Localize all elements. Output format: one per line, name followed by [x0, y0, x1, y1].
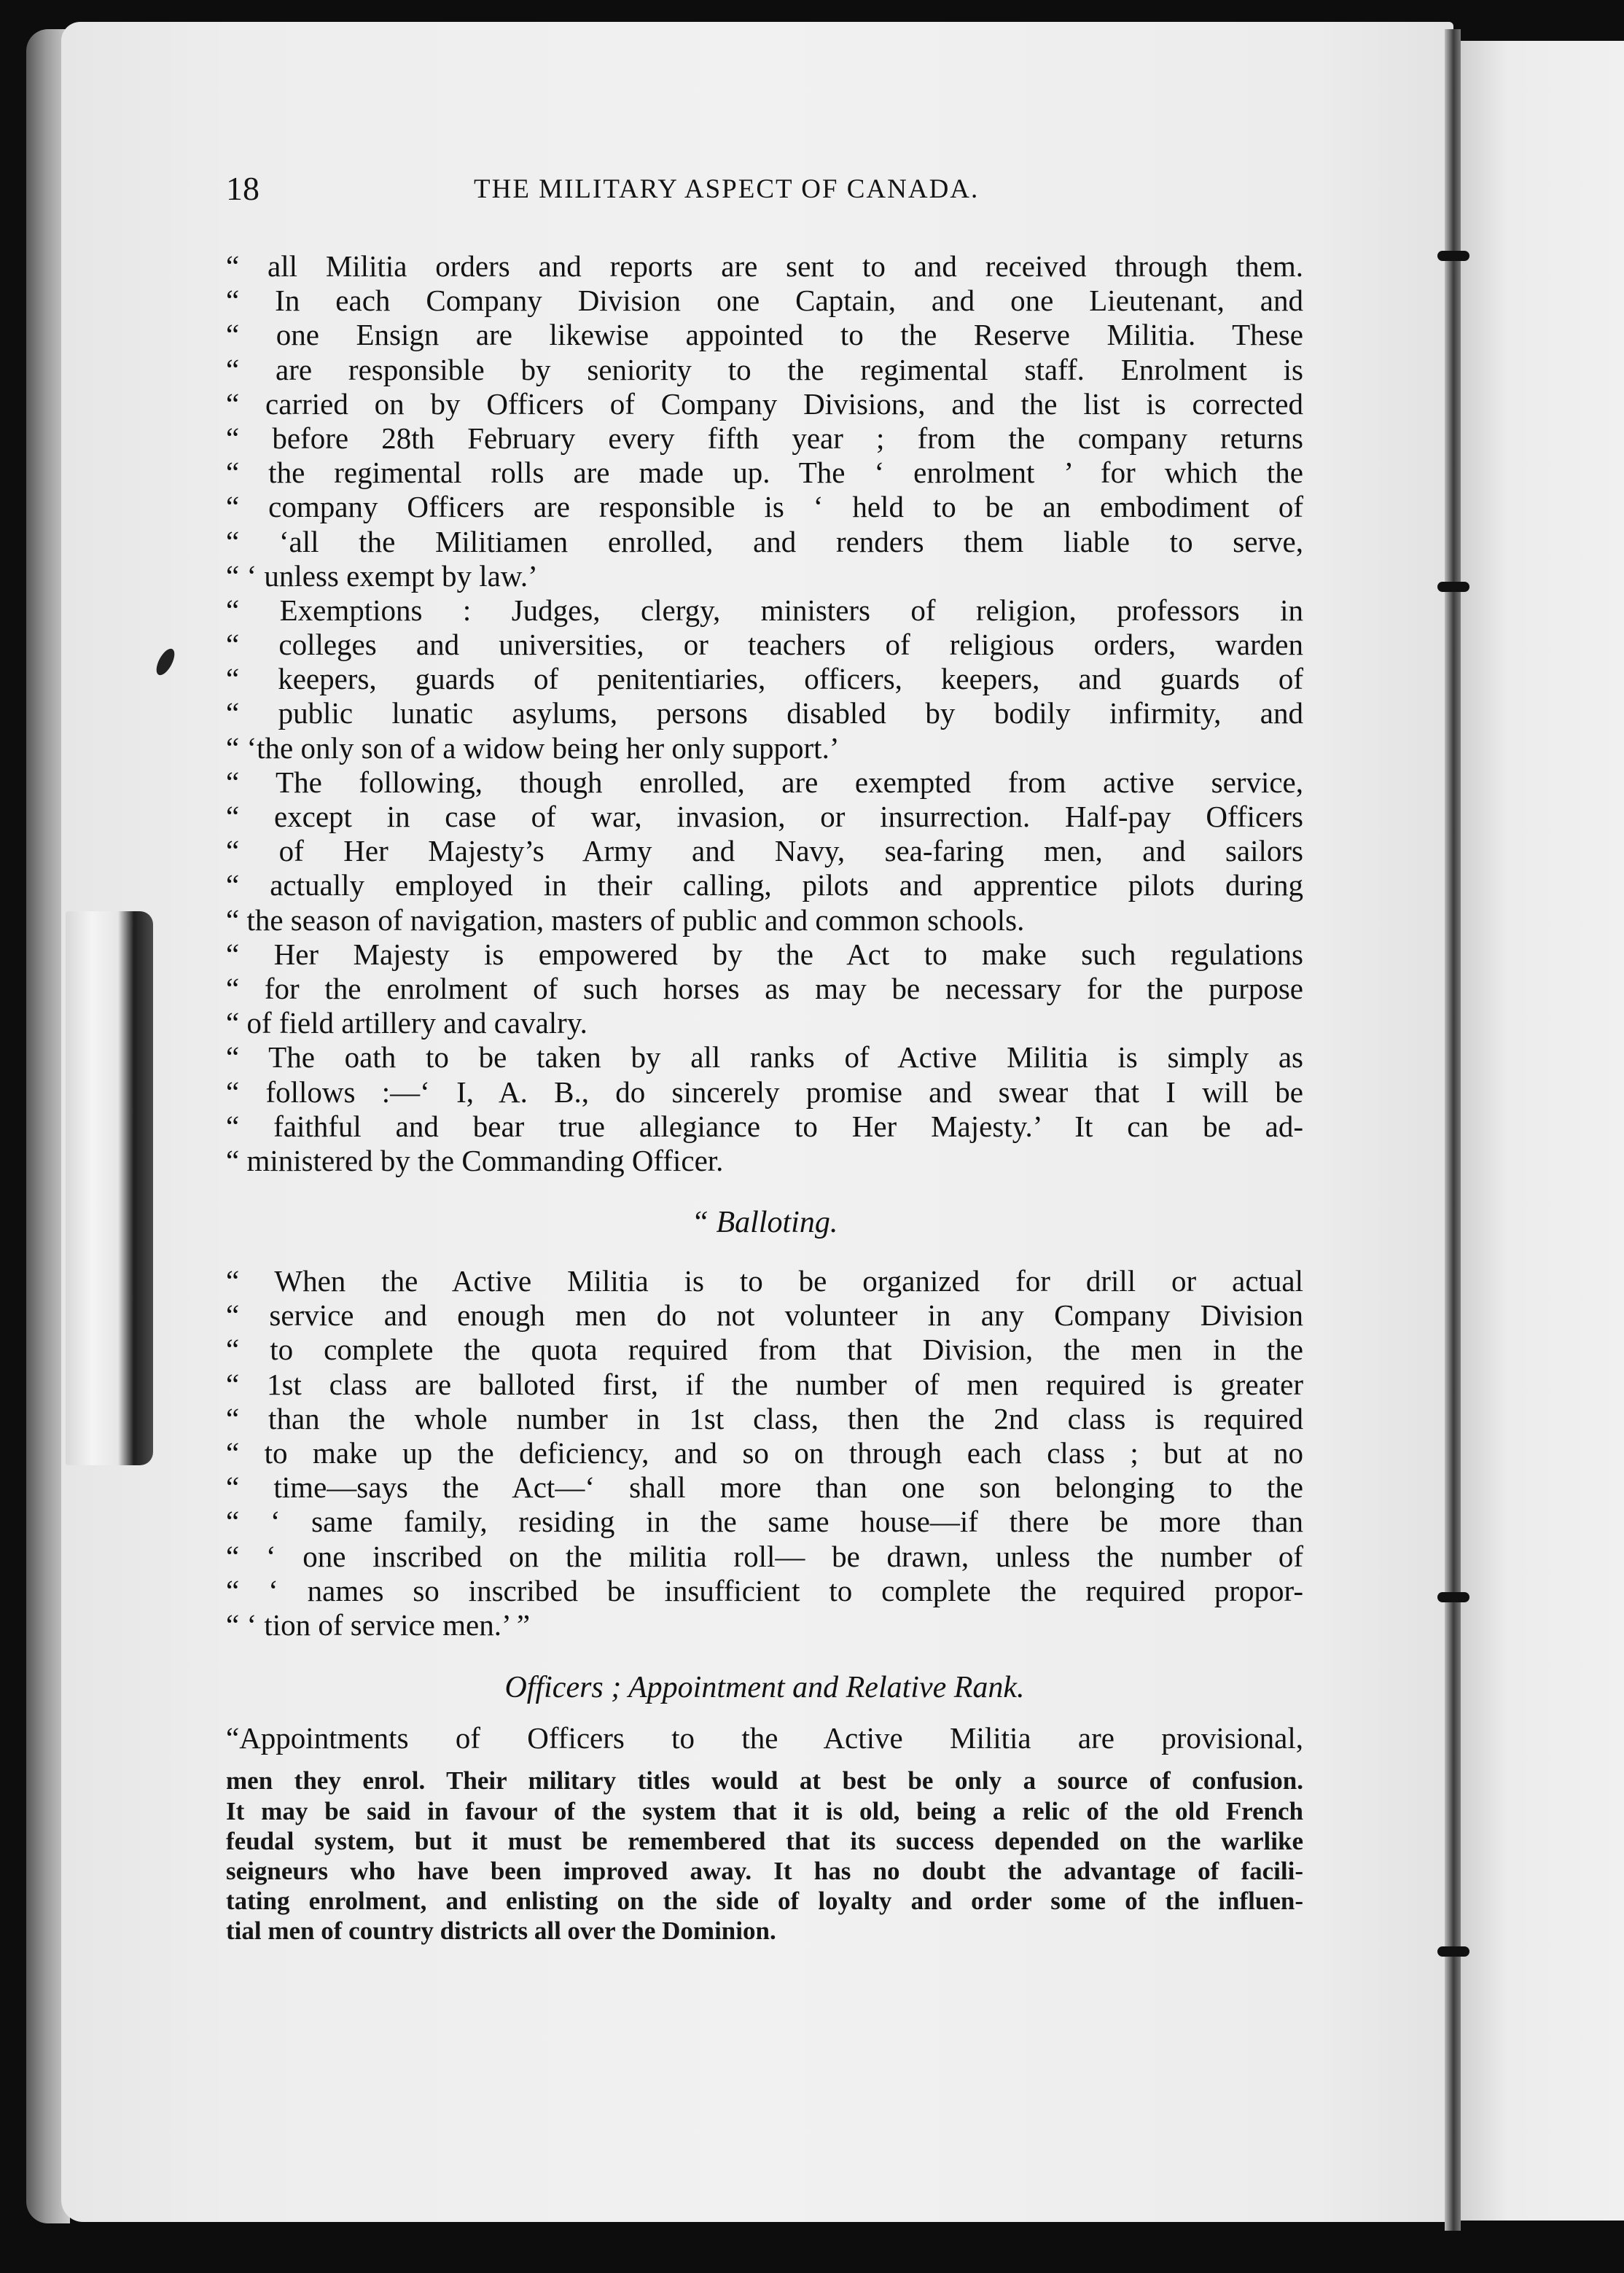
text-line: “ to complete the quota required from that Division, the men in the — [226, 1333, 1303, 1367]
text-line: “ company Officers are responsible is ‘ held to be an embodiment of — [226, 490, 1303, 524]
section-heading-balloting: “ Balloting. — [691, 1206, 838, 1240]
text-line: “ public lunatic asylums, persons disabled by bodily infirmity, and — [226, 696, 1303, 730]
text-line: “ actually employed in their calling, pilots and apprentice pilots during — [226, 868, 1303, 902]
text-line: “ keepers, guards of penitentiaries, officers, keepers, and guards of — [226, 662, 1303, 696]
text-line: “ When the Active Militia is to be organized for drill or actual — [226, 1264, 1303, 1298]
text-line: “ time—says the Act—‘ shall more than one son belonging to the — [226, 1470, 1303, 1505]
text-line: “ follows :—‘ I, A. B., do sincerely promise and swear that I will be — [226, 1075, 1303, 1109]
footnote-line: tating enrolment, and enlisting on the side of loyalty and order some of the influen- — [226, 1887, 1303, 1916]
spacer — [226, 1705, 1303, 1721]
text-line: “ ministered by the Commanding Officer. — [226, 1143, 724, 1177]
spacer — [226, 1178, 1303, 1205]
binding-stitch — [1437, 251, 1469, 261]
text-line: “ ‘the only son of a widow being her only support.’ — [226, 730, 840, 765]
text-line: “ of Her Majesty’s Army and Navy, sea-faring men, and sailors — [226, 834, 1303, 868]
text-line: “ of field artillery and cavalry. — [226, 1006, 587, 1040]
paragraph-enrolment — [226, 249, 1303, 593]
text-line: “ for the enrolment of such horses as may be necessary for the purpose — [226, 971, 1303, 1005]
text-line: “ ‘ names so inscribed be insufficient to complete the required propor- — [226, 1573, 1303, 1607]
paragraph-horses — [226, 937, 1303, 1041]
text-line: “ ‘ same family, residing in the same house—if there be more than — [226, 1505, 1303, 1539]
text-line: “ than the whole number in 1st class, then the 2nd class is required — [226, 1401, 1303, 1435]
text-line: “ ‘ unless exempt by law.’ — [226, 558, 538, 593]
paragraph-balloting — [226, 1264, 1303, 1642]
page-number: 18 — [226, 170, 259, 207]
spacer — [226, 1240, 1303, 1264]
binding-stitch — [1437, 1946, 1469, 1957]
text-line: “ 1st class are balloted first, if the number of men required is greater — [226, 1367, 1303, 1401]
footnote-line: men they enrol. Their military titles would at best be only a source of confusion. — [226, 1766, 1303, 1796]
text-line: “ the season of navigation, masters of public and common schools. — [226, 902, 1025, 937]
text-line: “ In each Company Division one Captain, and one Lieutenant, and — [226, 284, 1303, 318]
text-line: “ all Militia orders and reports are sent to and received through them. — [226, 249, 1303, 283]
section-heading-officers: Officers ; Appointment and Relative Rank. — [504, 1671, 1025, 1705]
text-line: “ faithful and bear true allegiance to Her Majesty.’ It can be ad- — [226, 1109, 1303, 1143]
footnote — [226, 1766, 1303, 1946]
binding-gutter — [1445, 29, 1461, 2231]
facing-page-edge — [1458, 41, 1624, 2221]
footnote-line: feudal system, but it must be remembered that its success depended on the warlike — [226, 1826, 1303, 1855]
running-head — [226, 169, 1303, 213]
text-line: “ are responsible by seniority to the regimental staff. Enrolment is — [226, 352, 1303, 386]
text-line: “ colleges and universities, or teachers of religious orders, warden — [226, 628, 1303, 662]
page-edge-tab — [66, 911, 153, 1465]
text-line: “ service and enough men do not volunteer in any Company Division — [226, 1298, 1303, 1333]
text-line: “ ‘ tion of service men.’ ” — [226, 1607, 531, 1642]
text-line: “ ‘ one inscribed on the militia roll— be drawn, unless the number of — [226, 1539, 1303, 1573]
text-line: “ to make up the deficiency, and so on through each class ; but at no — [226, 1436, 1303, 1470]
text-line: “ ‘all the Militiamen enrolled, and renders them liable to serve, — [226, 524, 1303, 558]
paragraph-exempted-service — [226, 765, 1303, 937]
footnote-line: tial men of country districts all over the Dominion. — [226, 1917, 776, 1946]
text-line: “ except in case of war, invasion, or insurrection. Half-pay Officers — [226, 800, 1303, 833]
paragraph-oath — [226, 1040, 1303, 1178]
spacer — [226, 1642, 1303, 1670]
footnote-line: It may be said in favour of the system that it is old, being a relic of the old French — [226, 1796, 1303, 1825]
footnote-line: seigneurs who have been improved away. It has no doubt the advantage of facili- — [226, 1856, 1303, 1885]
text-line: “ Her Majesty is empowered by the Act to make such regulations — [226, 937, 1303, 971]
text-line: “Appointments of Officers to the Active Militia are provisional, — [226, 1721, 1303, 1755]
running-title: THE MILITARY ASPECT OF CANADA. — [474, 174, 980, 204]
text-line: “ Exemptions : Judges, clergy, ministers of religion, professors in — [226, 593, 1303, 627]
text-line: “ carried on by Officers of Company Divisions, and the list is corrected — [226, 386, 1303, 421]
text-line: “ The oath to be taken by all ranks of Active Militia is simply as — [226, 1040, 1303, 1075]
text-line: “ the regimental rolls are made up. The ‘ enrolment ’ for which the — [226, 456, 1303, 490]
binding-stitch — [1437, 582, 1469, 592]
binding-stitch — [1437, 1592, 1469, 1602]
text-line: “ The following, though enrolled, are exempted from active service, — [226, 765, 1303, 799]
paragraph-exemptions — [226, 593, 1303, 765]
text-line: “ one Ensign are likewise appointed to the Reserve Militia. These — [226, 318, 1303, 352]
text-line: “ before 28th February every fifth year ; from the company returns — [226, 421, 1303, 455]
body-text — [226, 249, 1303, 1946]
